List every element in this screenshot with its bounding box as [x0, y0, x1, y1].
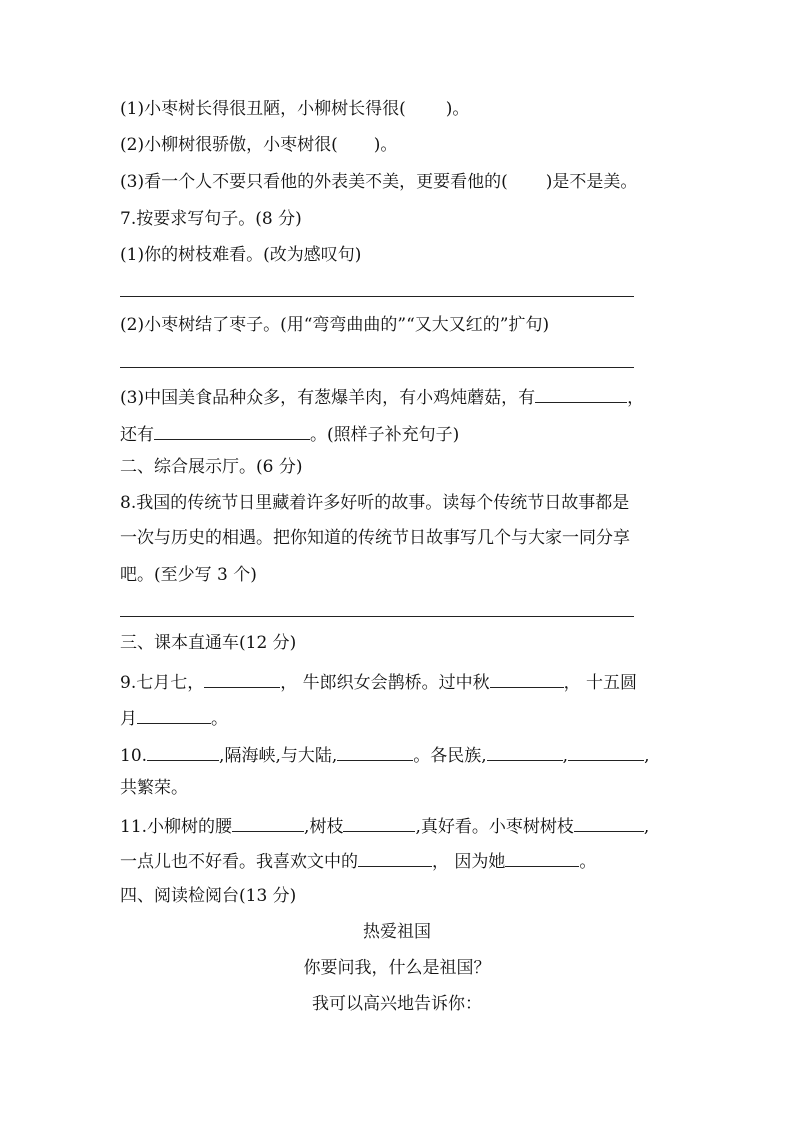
q7-item-3-line-2: 还有 。(照样子补充句子): [120, 421, 690, 443]
answer-blank[interactable]: [490, 669, 564, 688]
answer-blank[interactable]: [147, 742, 219, 761]
q8-line-1: 8.我国的传统节日里藏着许多好听的故事。读每个传统节日故事都是: [120, 493, 630, 513]
q7-item-1: (1)你的树枝难看。(改为感叹句): [120, 245, 362, 265]
q6-item-3: (3)看一个人不要只看他的外表美不美，更要看他的( )是不是美。: [120, 172, 638, 192]
q11-line-2: 一点儿也不好看。我喜欢文中的 ， 因为她 。: [120, 848, 690, 870]
answer-blank[interactable]: [343, 813, 415, 832]
q9-line-1: 9.七月七， ， 牛郎织女会鹊桥。过中秋 ， 十五圆: [120, 669, 690, 691]
poem-title: 热爱祖国: [363, 922, 431, 942]
answer-blank[interactable]: [358, 848, 432, 867]
answer-blank[interactable]: [568, 742, 644, 761]
answer-blank[interactable]: [204, 669, 280, 688]
q6-item-1: (1)小枣树长得很丑陋，小柳树长得很( )。: [120, 99, 470, 119]
q6-item-2: (2)小柳树很骄傲，小枣树很( )。: [120, 135, 398, 155]
q11-line-1: 11.小柳树的腰 ,树枝 ,真好看。小枣树树枝 ,: [120, 813, 690, 835]
answer-blank[interactable]: [487, 742, 563, 761]
answer-blank[interactable]: [232, 813, 304, 832]
poem-line-1: 你要问我，什么是祖国？: [303, 958, 491, 978]
poem-line-2: 我可以高兴地告诉你：: [312, 994, 482, 1014]
answer-line[interactable]: [120, 296, 634, 297]
q10-line-1: 10. ,隔海峡,与大陆, 。各民族, , ,: [120, 742, 690, 764]
answer-blank[interactable]: [505, 848, 579, 867]
q8-line-3: 吧。(至少写 3 个): [120, 565, 257, 585]
answer-blank[interactable]: [574, 813, 644, 832]
q7-item-2: (2)小枣树结了枣子。(用“弯弯曲曲的”“又大又红的”扩句): [120, 315, 550, 335]
section-2-title: 二、综合展示厅。(6 分): [120, 457, 303, 477]
q10-line-2: 共繁荣。: [120, 778, 188, 798]
answer-blank[interactable]: [137, 705, 211, 724]
section-3-title: 三、课本直通车(12 分): [120, 633, 297, 653]
answer-blank[interactable]: [337, 742, 413, 761]
q7-item-3-line-1: (3)中国美食品种众多，有葱爆羊肉，有小鸡炖蘑菇，有 ，: [120, 384, 690, 406]
answer-blank[interactable]: [535, 384, 627, 403]
answer-line[interactable]: [120, 616, 634, 617]
answer-line[interactable]: [120, 367, 634, 368]
q8-line-2: 一次与历史的相遇。把你知道的传统节日故事写几个与大家一同分享: [120, 528, 630, 548]
answer-blank[interactable]: [154, 421, 310, 440]
q9-line-2: 月 。: [120, 705, 690, 727]
section-4-title: 四、阅读检阅台(13 分): [120, 886, 297, 906]
q7-title: 7.按要求写句子。(8 分): [120, 209, 302, 229]
